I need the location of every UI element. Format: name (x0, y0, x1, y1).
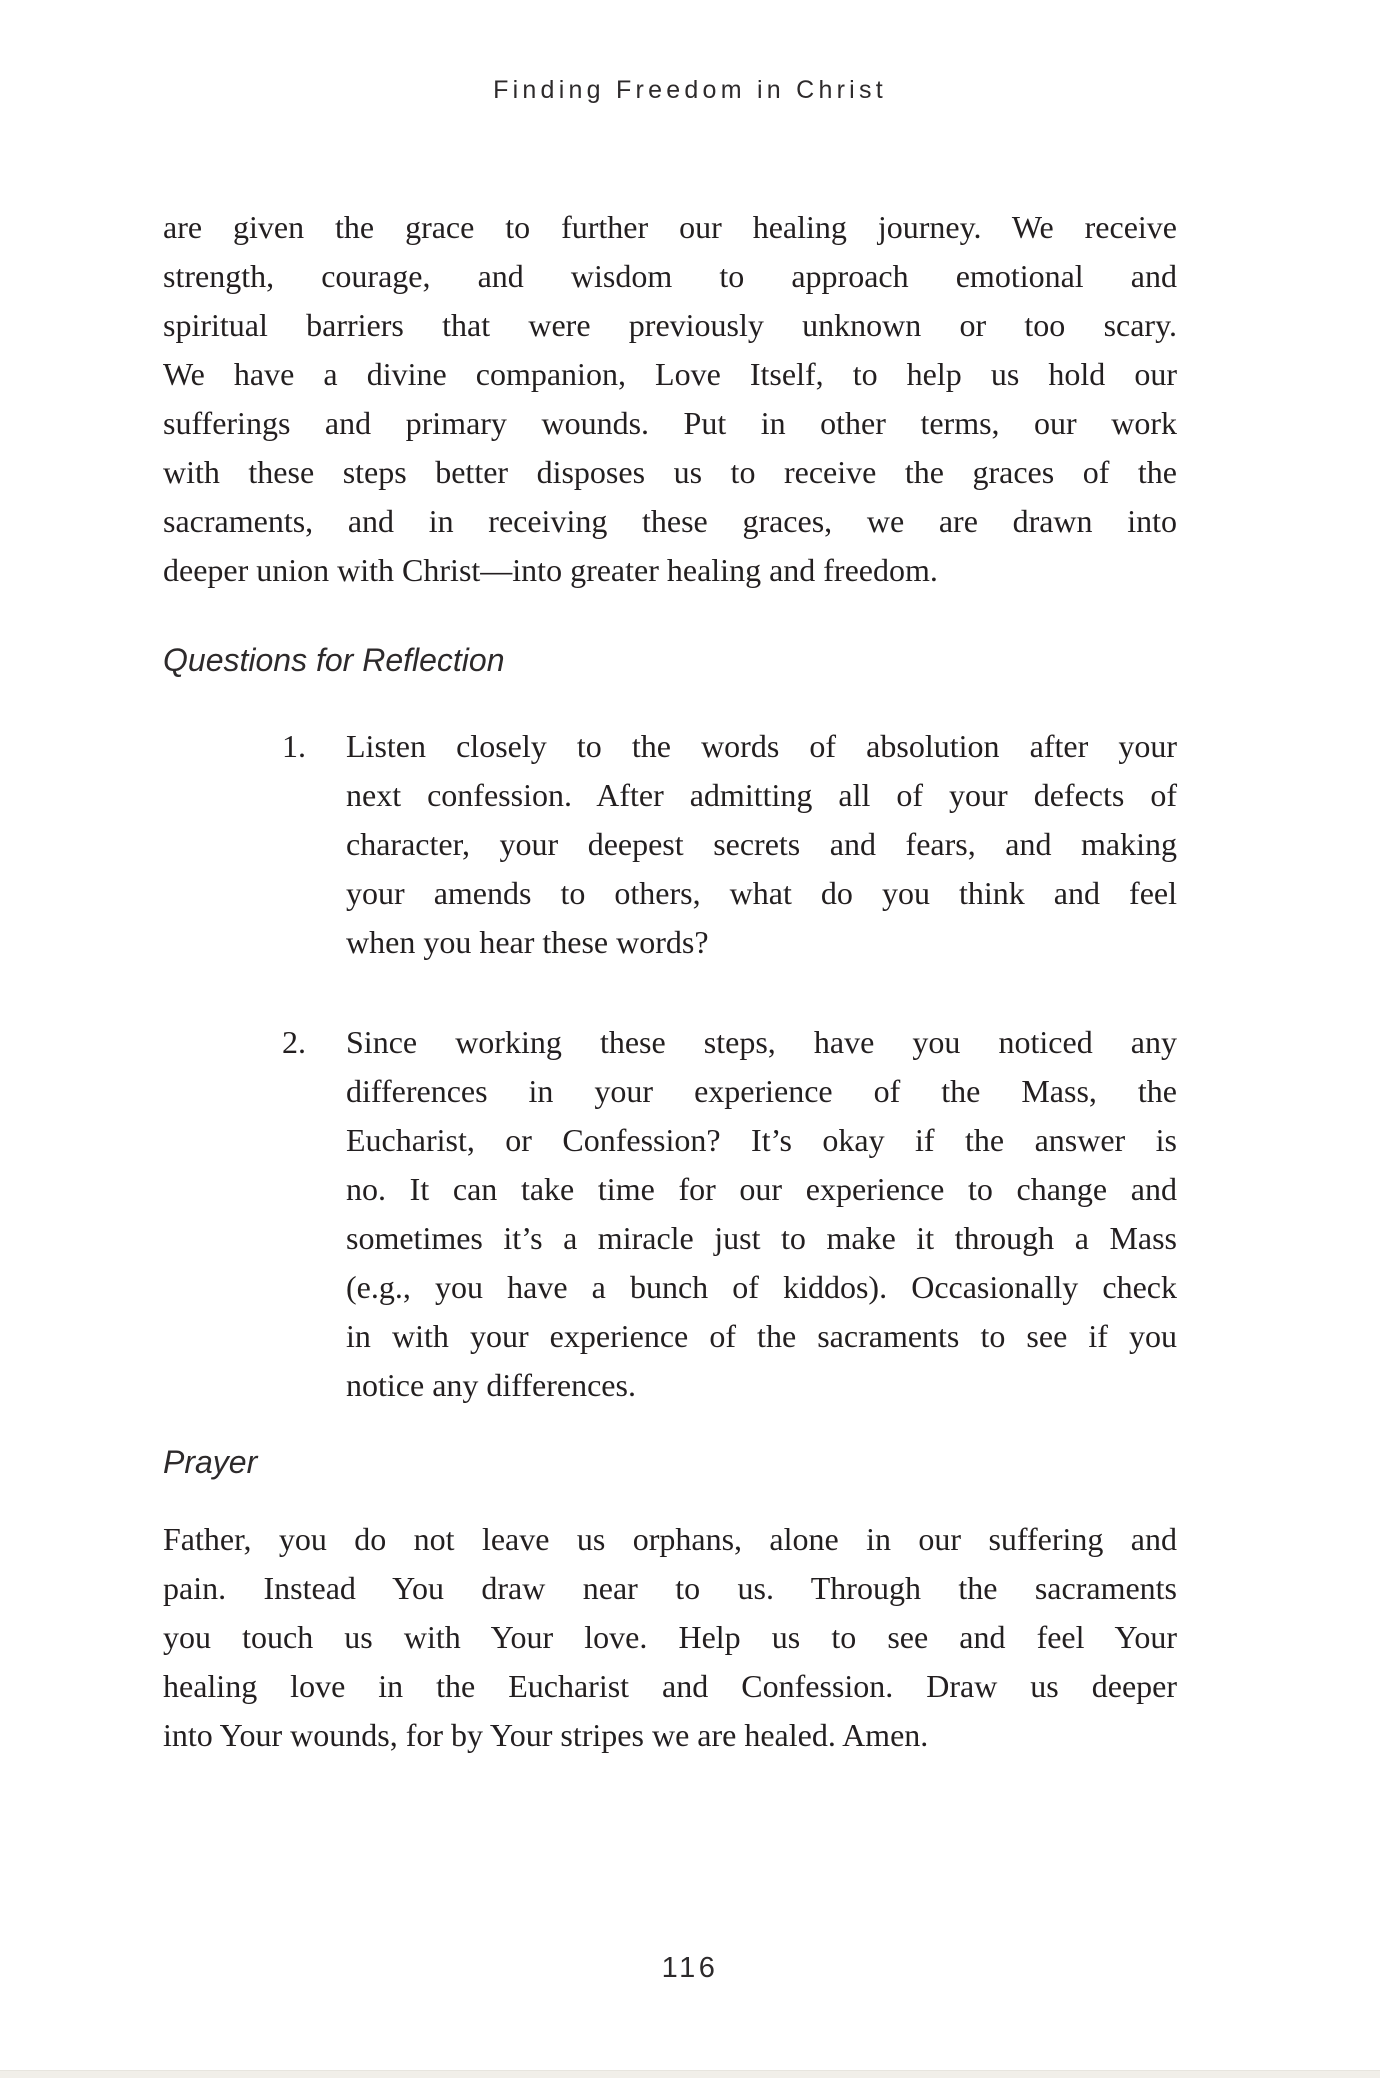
list-item (163, 722, 1177, 967)
text-line: deeper union with Christ—into greater healing and freedom. (163, 552, 938, 588)
text-line: pain. Instead You draw near to us. Through the sacraments (163, 1570, 1177, 1606)
text-line: you touch us with Your love. Help us to see and feel Your (163, 1619, 1177, 1655)
list-item-text (346, 1018, 1177, 1410)
list-item-text (346, 722, 1177, 967)
running-head: Finding Freedom in Christ (493, 76, 887, 104)
text-line: when you hear these words? (346, 924, 709, 960)
text-line: into Your wounds, for by Your stripes we are healed. Amen. (163, 1717, 929, 1753)
text-line: sacraments, and in receiving these graces, we are drawn into (163, 503, 1177, 539)
text-line: Father, you do not leave us orphans, alone in our suffering and (163, 1521, 1177, 1557)
text-line: no. It can take time for our experience to change and (346, 1171, 1177, 1207)
text-line: Since working these steps, have you noticed any (346, 1024, 1177, 1060)
list-item (163, 1018, 1177, 1410)
text-line: spiritual barriers that were previously unknown or too scary. (163, 307, 1177, 343)
page-bottom-bar (0, 2070, 1380, 2078)
text-line: are given the grace to further our healing journey. We receive (163, 209, 1177, 245)
text-line: healing love in the Eucharist and Confession. Draw us deeper (163, 1668, 1177, 1704)
text-line: Listen closely to the words of absolution after your (346, 728, 1177, 764)
text-line: your amends to others, what do you think and feel (346, 875, 1177, 911)
text-line: character, your deepest secrets and fears, and making (346, 826, 1177, 862)
text-line: notice any differences. (346, 1367, 636, 1403)
section-heading-prayer: Prayer (163, 1444, 258, 1480)
section-heading-questions: Questions for Reflection (163, 642, 505, 678)
list-item-number: 2. (282, 1024, 306, 1060)
text-line: sometimes it’s a miracle just to make it through a Mass (346, 1220, 1177, 1256)
text-line: with these steps better disposes us to receive the graces of the (163, 454, 1177, 490)
text-line: (e.g., you have a bunch of kiddos). Occasionally check (346, 1269, 1177, 1305)
prayer-paragraph (163, 1515, 1177, 1760)
text-line: strength, courage, and wisdom to approach emotional and (163, 258, 1177, 294)
text-line: Eucharist, or Confession? It’s okay if the answer is (346, 1122, 1177, 1158)
list-item-number: 1. (282, 728, 306, 764)
text-line: next confession. After admitting all of your defects of (346, 777, 1177, 813)
text-line: differences in your experience of the Mass, the (346, 1073, 1177, 1109)
text-line: in with your experience of the sacraments to see if you (346, 1318, 1177, 1354)
page-number: 116 (661, 1952, 719, 1984)
text-line: We have a divine companion, Love Itself, to help us hold our (163, 356, 1177, 392)
text-line: sufferings and primary wounds. Put in other terms, our work (163, 405, 1177, 441)
body-paragraph (163, 203, 1177, 595)
